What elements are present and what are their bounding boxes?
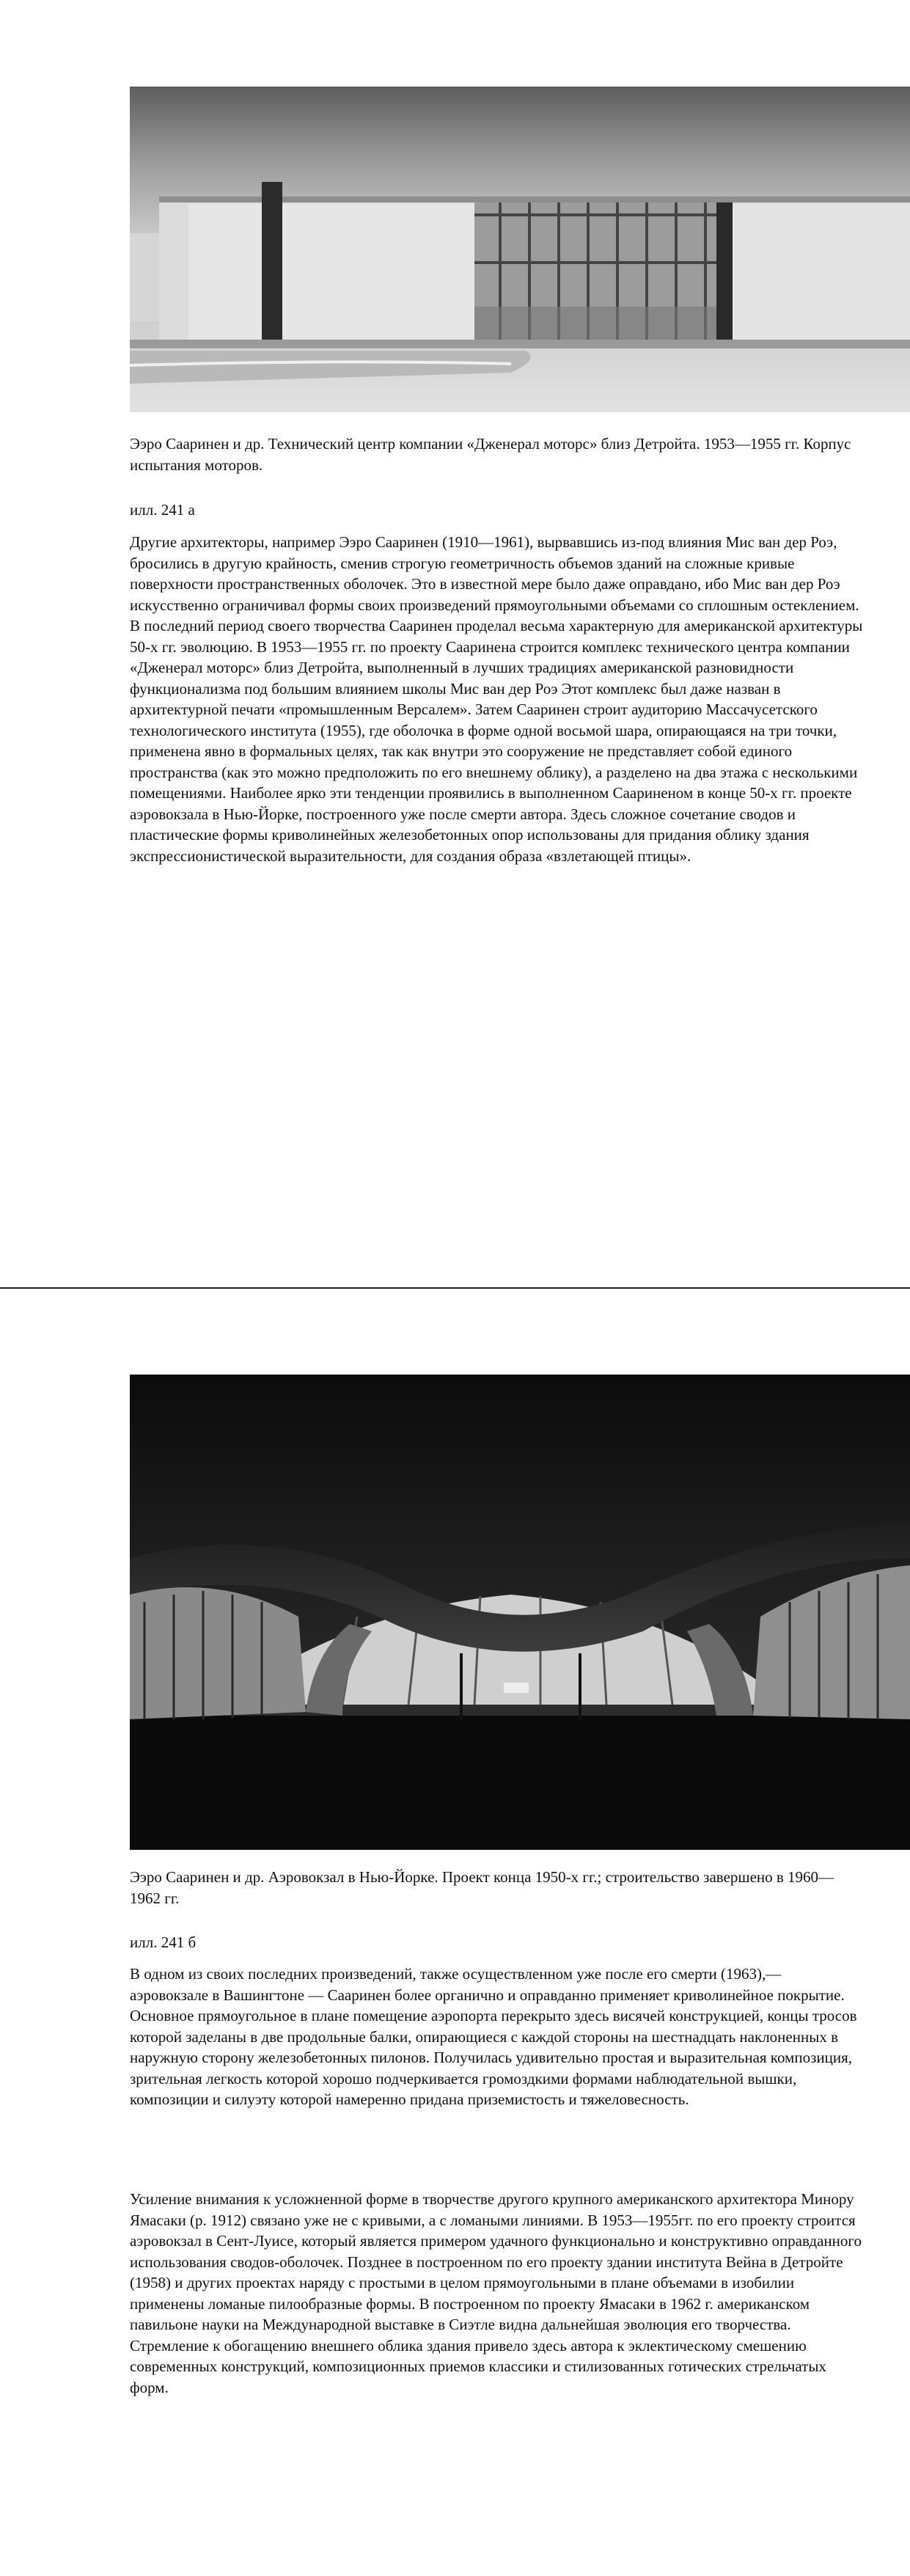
- photo-engine-testing-building: [130, 87, 910, 412]
- figure-label: илл. 241 б: [130, 1933, 197, 1951]
- figure-caption: Ээро Сааринен и др. Технический центр компании «Дженерал моторс» близ Детройта. 1953—1955 гг. Корпус испытания моторов.: [130, 435, 851, 474]
- body-paragraph: Усиление внимания к усложненной форме в творчестве другого крупного американского архитектора Минору Ямасаки (р. 1912) связано уже не с кривыми, а с ломаными линиями. В 1953—1955гг. по его проекту строится аэровокзал в Сент-Луисе, который является примером удачного функционально и конструктивно оправданного использования сводов-оболочек. Позднее в построенном по его проекту здании института Вейна в Детройте (1958) и других проектах наряду с простыми в целом прямоугольными в плане объемами в изобилии применены ломаные пилообразные формы. В построенном по проекту Ямасаки в 1962 г. американском павильоне науки на Международной выставке в Сиэтле видна дальнейшая эволюция его творчества. Стремление к обогащению внешнего облика здания привело здесь автора к эклектическому смешению современных конструкций, композиционных приемов классики и стилизованных готических стрельчатых форм.: [130, 2190, 862, 2396]
- body-paragraph: В одном из своих последних произведений, также осуществленном уже после его смерти (1963),— аэровокзале в Вашингтоне — Сааринен более органично и оправданно применяет криволинейное покрытие. Основное прямоугольное в плане помещение аэропорта перекрыто здесь висячей конструкцией, концы тросов которой заделаны в две продольные балки, опирающиеся с каждой стороны на шестнадцать наклоненных в наружную сторону железобетонных пилонов. Получилась удивительно простая и выразительная композиция, зрительная легкость которой хорошо подчеркивается громоздкими формами наблюдательной вышки, композиции и силуэту которой намеренно придана приземистость и тяжеловесность.: [130, 1965, 857, 2108]
- photo-airport-terminal: [130, 1375, 910, 1850]
- body-paragraph: Другие архитекторы, например Ээро Сааринен (1910—1961), вырвавшись из-под влияния Мис ван дер Роэ, бросились в другую крайность, сменив строгую геометричность объемов зданий на сложные кривые поверхности пространственных оболочек. Это в известной мере было даже оправдано, ибо Мис ван дер Роэ искусственно ограничивал формы своих произведений прямоугольными объемами со сплошным остеклением. В последний период своего творчества Сааринен проделал весьма характерную для американской архитектуры 50-х гг. эволюцию. В 1953—1955 гг. по проекту Сааринена строится комплекс технического центра компании «Дженерал моторс» близ Детройта, выполненный в лучших традициях американской разновидности функционализма под большим влиянием школы Мис ван дер Роэ Этот комплекс был даже назван в архитектурной печати «промышленным Версалем». Затем Сааринен строит аудиторию Массачусетского технологического института (1955), где оболочка в форме одной восьмой шара, опирающаяся на три точки, применена явно в формальных целях, так как внутри это сооружение не представляет собой единого пространства (как это можно предположить по его внешнему облику), а разделено на два этажа с несколькими помещениями. Наиболее ярко эти тенденции проявились в выполненном Саариненом в конце 50-х гг. проекте аэровокзала в Нью-Йорке, построенного уже после смерти автора. Здесь сложное сочетание сводов и пластические формы криволинейных железобетонных опор использованы для придания облику здания экспрессионистической выразительности, для создания образа «взлетающей птицы».: [130, 533, 863, 865]
- figure-caption: Ээро Сааринен и др. Аэровокзал в Нью-Йорке. Проект конца 1950-х гг.; строительство завершено в 1960—1962 гг.: [130, 1868, 834, 1907]
- page-1: [0, 0, 910, 1287]
- figure-label: илл. 241 а: [130, 501, 195, 519]
- page-2: [0, 1289, 910, 2576]
